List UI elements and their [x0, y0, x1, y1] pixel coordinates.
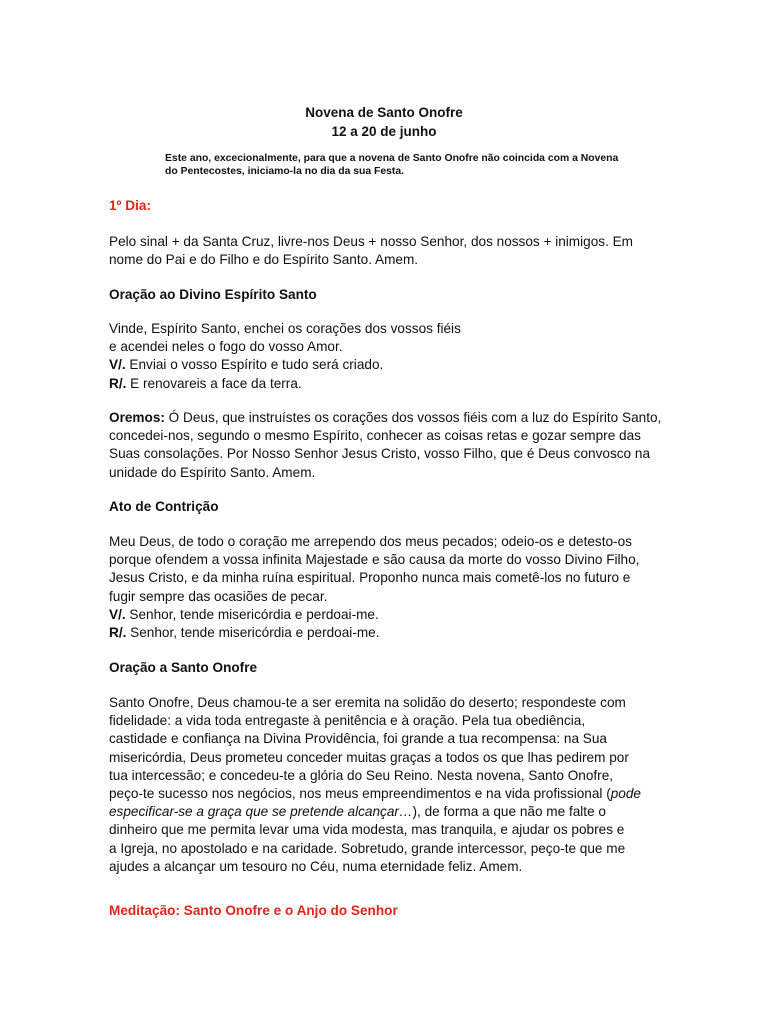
- prayer-line: e acendei neles o fogo do vosso Amor.: [109, 339, 343, 355]
- intro-line: Este ano, excecionalmente, para que a novena de Santo Onofre não coincida com a Novena: [165, 153, 619, 164]
- versicle-line: [109, 356, 659, 374]
- paragraph-line: fidelidade: a vida toda entregaste à penitência e à oração. Pela tua obediência,: [109, 713, 586, 729]
- italic-text: especificar-se a graça que se pretende alcançar…: [109, 804, 413, 820]
- paragraph-line: Pelo sinal + da Santa Cruz, livre-nos Deus + nosso Senhor, dos nossos + inimigos. Em: [109, 234, 634, 249]
- intro-line: do Pentecostes, iniciamo-la no dia da sua Festa.: [165, 166, 405, 177]
- paragraph-line: nome do Pai e do Filho e do Espírito Santo. Amem.: [109, 252, 419, 268]
- paragraph-line: Jesus Cristo, e da minha ruína espiritual. Proponho nunca mais cometê-los no futuro e: [109, 570, 631, 586]
- prayer-line: Vinde, Espírito Santo, enchei os corações dos vossos fiéis: [109, 321, 461, 336]
- paragraph-line: [109, 785, 659, 803]
- versicle-text: Senhor, tende misericórdia e perdoai-me.: [125, 606, 379, 622]
- line-text: ), de forma a que não me falte o: [412, 804, 606, 820]
- paragraph-line: dinheiro que me permita levar uma vida modesta, mas tranquila, e ajudar os pobres e: [109, 822, 625, 838]
- document-title-block: [0, 103, 768, 141]
- paragraph-line: castidade e confiança na Divina Providência, foi grande a tua recompensa: na Sua: [109, 731, 607, 747]
- italic-text: pode: [610, 786, 641, 802]
- holy-spirit-prayer: [109, 320, 659, 393]
- paragraph-line: unidade do Espírito Santo. Amem.: [109, 464, 316, 480]
- response-text: Senhor, tende misericórdia e perdoai-me.: [126, 625, 380, 641]
- contrition-paragraph: [109, 533, 659, 642]
- onofre-prayer-paragraph: [109, 694, 659, 876]
- response-label: R/.: [109, 375, 127, 391]
- meditation-heading: Meditação: Santo Onofre e o Anjo do Senhor: [109, 903, 398, 918]
- sign-of-cross-paragraph: [109, 233, 659, 269]
- paragraph-line: tua intercessão; e concedeu-te a glória do Seu Reino. Nesta novena, Santo Onofre,: [109, 767, 614, 783]
- paragraph-line: Santo Onofre, Deus chamou-te a ser eremita na solidão do deserto; respondeste com: [109, 695, 626, 710]
- paragraph-line: Meu Deus, de todo o coração me arrependo dos meus pecados; odeio-os e detesto-os: [109, 534, 632, 549]
- paragraph-line: concedei-nos, segundo o mesmo Espírito, conhecer as coisas retas e gozar sempre das: [109, 428, 641, 444]
- paragraph-line: [109, 409, 662, 427]
- versicle-label: V/.: [109, 357, 126, 373]
- oremos-paragraph: [109, 409, 662, 482]
- response-text: E renovareis a face da terra.: [126, 375, 302, 391]
- paragraph-line: Suas consolações. Por Nosso Senhor Jesus Cristo, vosso Filho, que é Deus convosco na: [109, 446, 651, 462]
- document-title: Novena de Santo Onofre: [305, 105, 463, 120]
- response-line: [109, 624, 659, 642]
- oremos-label: Oremos:: [109, 410, 165, 425]
- response-label: R/.: [109, 625, 127, 641]
- versicle-text: Enviai o vosso Espírito e tudo será criado.: [125, 357, 384, 373]
- paragraph-line: [109, 803, 659, 821]
- paragraph-line: porque ofendem a vossa infinita Majestade e são causa da morte do vosso Divino Filho,: [109, 552, 640, 568]
- document-dates: 12 a 20 de junho: [331, 124, 437, 139]
- versicle-label: V/.: [109, 606, 126, 622]
- paragraph-line: misericórdia, Deus prometeu conceder muitas graças a todos os que lhas pedirem por: [109, 749, 629, 765]
- paragraph-line: fugir sempre das ocasiões de pecar.: [109, 588, 328, 604]
- intro-note: [165, 152, 619, 178]
- response-line: [109, 375, 659, 393]
- paragraph-line: a Igreja, no apostolado e na caridade. Sobretudo, grande intercessor, peço-te que me: [109, 840, 626, 856]
- day-heading: 1º Dia:: [109, 198, 151, 213]
- versicle-line: [109, 606, 659, 624]
- paragraph-line: ajudes a alcançar um tesouro no Céu, numa eternidade feliz. Amem.: [109, 858, 523, 874]
- contrition-heading: Ato de Contrição: [109, 499, 219, 514]
- onofre-prayer-heading: Oração a Santo Onofre: [109, 660, 258, 675]
- holy-spirit-heading: Oração ao Divino Espírito Santo: [109, 287, 317, 302]
- line-text: peço-te sucesso nos negócios, nos meus empreendimentos e na vida profissional (: [109, 786, 611, 802]
- oremos-text: Ó Deus, que instruístes os corações dos vossos fiéis com a luz do Espírito Santo,: [164, 410, 662, 425]
